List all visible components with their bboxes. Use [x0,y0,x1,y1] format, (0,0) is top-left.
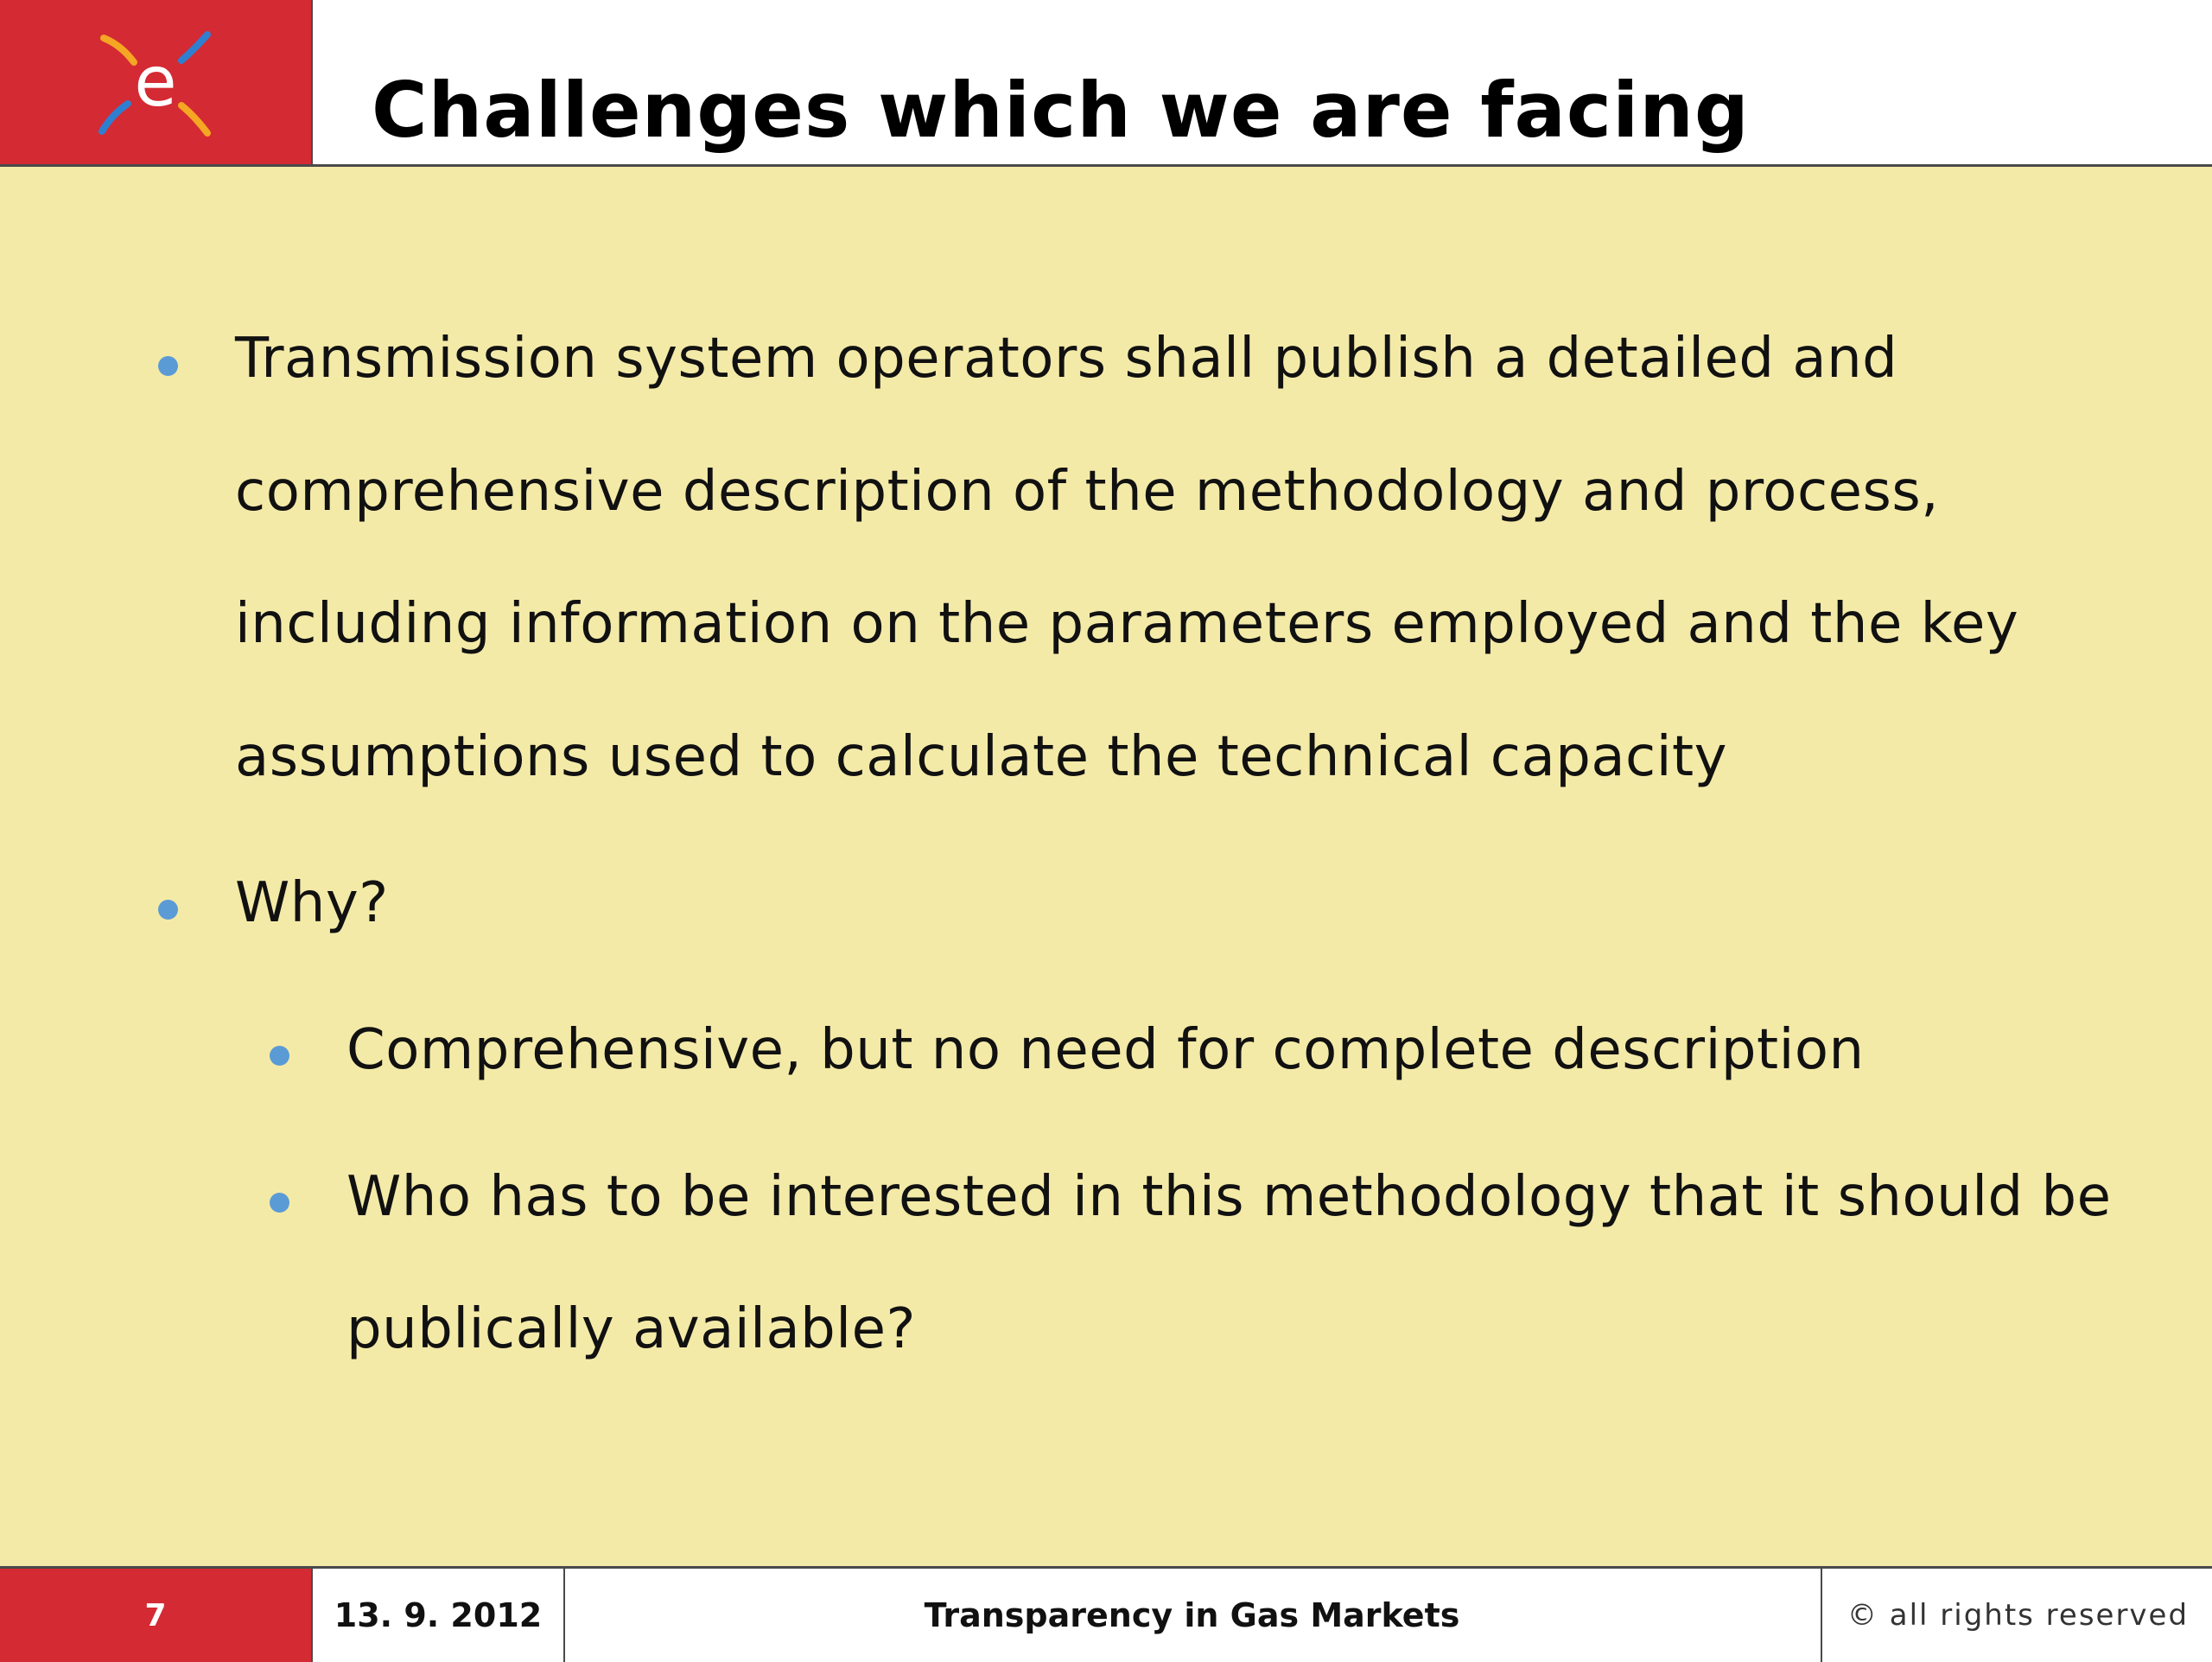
logo-letter: e [134,41,177,122]
sub-bullet-text-line: publically available? [346,1297,916,1361]
bullet-text-line: including information on the parameters employed and the key [235,592,2019,656]
bullet-text-line: Why? [235,871,389,935]
sub-bullet-dot [270,1193,289,1213]
bullet-dot [158,356,178,376]
slide-footer [0,1566,2212,1662]
bullet-text-line: Transmission system operators shall publish a detailed and [235,327,1898,391]
page-number: 7 [0,1569,311,1662]
slide-header [0,0,2212,167]
footer-date: 13. 9. 2012 [311,1569,565,1662]
sub-bullet-text-line: Who has to be interested in this methodology that it should be [346,1165,2112,1229]
sub-bullet-text-line: Comprehensive, but no need for complete description [346,1018,1865,1082]
bullet-text-line: assumptions used to calculate the technical capacity [235,725,1727,789]
footer-title: Transparency in Gas Markets [924,1596,1460,1634]
bullet-text-line: comprehensive description of the methodology and process, [235,460,1940,524]
footer-copyright: © all rights reserved [1821,1569,2212,1662]
company-logo-icon [86,19,225,149]
logo-box [0,0,313,164]
slide-content [0,167,2212,1567]
slide-title: Challenges which we are facing [372,66,1750,155]
bullet-dot [158,900,178,920]
sub-bullet-dot [270,1046,289,1066]
